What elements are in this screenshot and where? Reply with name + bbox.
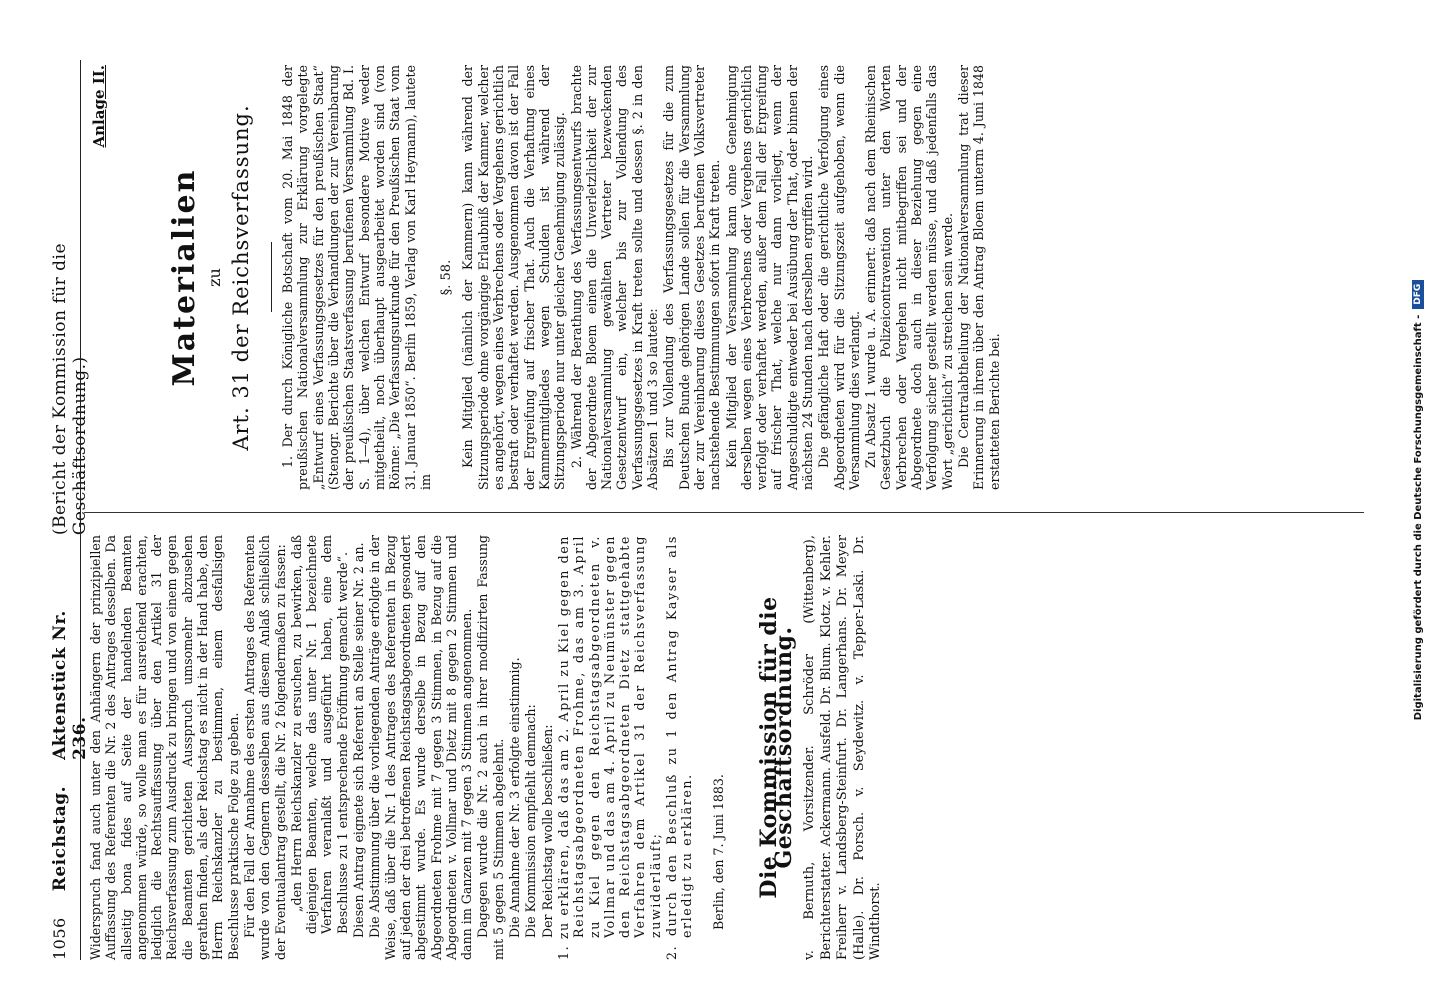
left-column — [88, 535, 886, 960]
paragraph: Dagegen wurde die Nr. 2 auch in ihrer modifizirten Fassung mit 5 gegen 5 Stimmen abgelehnt. — [475, 535, 506, 960]
paragraph: Diesen Antrag eignete sich Referent an Stelle seiner Nr. 2 an. — [351, 542, 367, 938]
paragraph: Die Annahme der Nr. 3 erfolgte einstimmig. — [507, 657, 523, 938]
document-topic: (Bericht der Kommission für die Geschäftsordnung.) — [50, 242, 90, 536]
paragraph: Für den Fall der Annahme des ersten Antrages des Referenten wurde von den Gegnern desselben aus diesem Anlaß schließlich der Eventualantrag gestellt, die Nr. 2 folgendermaßen zu fassen: — [241, 535, 288, 960]
paragraph: 1. Der durch Königliche Botschaft vom 20. Mai 1848 der preußischen Nationalversammlung zur Erklärung vorgelegte „Entwurf eines Verfassungsgesetzes für den preußischen Staat“ (Stenogr. Berichte über die Verhandlungen der zur Vereinbarung der preußischen Staatsverfassung berufenen Versammlung Bd. I. S. 1—4), über welchen Entwurf besondere Motive weder mitgetheilt, noch überhaupt ausgearbeitet worden sind (von Rönne: „Die Verfassungsurkunde für den Preußischen Staat vom 31. Januar 1850“. Berlin 1859, Verlag von Karl Heymann), lautete im — [280, 65, 433, 490]
paragraph: Der Reichstag wolle beschließen: — [539, 724, 555, 938]
column-divider — [84, 512, 1364, 513]
title-rule — [271, 243, 272, 313]
signature-date: Berlin, den 7. Juni 1883. — [710, 774, 726, 930]
paragraph: Bis zur Vollendung des Verfassungsgesetzes für die zum Deutschen Bunde gehörigen Lande sollen für die Versammlung der zur Vereinbarung dieses Gesetzes berufenen Volksvertreter nachstehende Bestimmungen sofort in Kraft treten. — [661, 65, 723, 490]
appendix-label: Anlage II. — [90, 65, 108, 148]
page-number: 1056 — [50, 917, 69, 960]
chamber-name: Reichstag. — [50, 785, 70, 892]
quoted-amendment: „den Herrn Reichskanzler zu ersuchen, zu bewirken, daß diejenigen Beamten, welche das unter Nr. 1 bezeichnete Verfahren veranlaßt und ausgeführt haben, eine dem Beschlusse zu 1 entsprechende Eröffnung gemacht werde“. — [288, 535, 350, 934]
materials-zu: zu — [204, 268, 224, 287]
document-reference: Aktenstück Nr. 236. — [50, 610, 90, 760]
materials-title: Materialien — [167, 168, 203, 387]
section-heading: §. 58. — [439, 259, 455, 296]
resolution-item: 1. zu erklären, daß das am 2. April zu Kiel gegen den Reichstagsabgeordneten Frohme, das am 3. April zu Kiel gegen den Reichstagsabgeordneten v. Vollmar und das am 4. April zu Neumünster gegen den Reichstagsabgeordneten Dietz stattgehabte Verfahren dem Artikel 31 der Reichsverfassung zuwiderläuft; — [555, 535, 663, 960]
resolution-item: 2. durch den Beschluß zu 1 den Antrag Kayser als erledigt zu erklären. — [663, 535, 695, 960]
paragraph: Widerspruch fand auch unter den Anhängern der prinzipiellen Auffassung des Referenten die Nr. 2 des Antrages desselben. Da allseitig bona fides auf Seite der handelnden Beamten angenommen würde, so wolle man es für ausreichend erachten, lediglich die Rechtsauffassung über den Artikel 31 der Reichsverfassung zum Ausdruck zu bringen und von einem gegen die Beamten gerichteten Ausspruch umsomehr abzusehen gerathen finden, als der Reichstag es nicht in der Hand habe, den Herrn Reichskanzler zu bestimmen, einem desfallsigen Beschlusse praktische Folge zu geben. — [88, 535, 241, 960]
paragraph: Die gefängliche Haft oder die gerichtliche Verfolgung eines Abgeordneten wird für die Sitzungszeit aufgehoben, wenn die Versammlung dies verlangt. — [816, 65, 862, 490]
page-header — [50, 60, 90, 960]
paragraph: Kein Mitglied der Versammlung kann ohne Genehmigung derselben wegen eines Verbrechens oder Vergehens gerichtlich verfolgt oder verhaftet werden, außer dem Fall der Ergreifung auf frischer That, welche nur dann vorliegt, wenn der Angeschuldigte entweder bei Ausübung der That, oder binnen der nächsten 24 Stunden nach derselben ergriffen wird. — [723, 65, 815, 490]
paragraph: Die Abstimmung über die vorliegenden Anträge erfolgte in der Weise, daß über die Nr. 1 des Antrages des Referenten in Bezug auf jeden der drei betroffenen Reichstagsabgeordneten gesondert abgestimmt wurde. Es wurde derselbe in Bezug auf den Abgeordneten Frohme mit 7 gegen 3 Stimmen, in Bezug auf die Abgeordneten v. Vollmar und Dietz mit 8 gegen 2 Stimmen und dann im Ganzen mit 7 gegen 3 Stimmen angenommen. — [367, 535, 475, 960]
commission-members: v. Bernuth, Vorsitzender. Schröder (Wittenberg), Berichterstatter. Ackermann. Ausfeld. Dr. Blum. Klotz. v. Kehler. Freiherr v. Landsberg-Steinfurt. Dr. Langerhans. Dr. Meyer (Halle). Dr. Porsch. v. Seydewitz. v. Tepper-Laski. Dr. Windthorst. — [802, 535, 884, 960]
paragraph: Kein Mitglied (nämlich der Kammern) kann während der Sitzungsperiode ohne vorgängige Erlaubniß der Kammer, welcher es angehört, wegen eines Verbrechens oder Vergehens gerichtlich bestraft oder verhaftet werden. Ausgenommen davon ist der Fall der Ergreifung auf frischer That. Auch die Verhaftung eines Kammermitgliedes wegen Schulden ist während der Sitzungsperiode nur unter gleicher Genehmigung zulässig. — [460, 65, 568, 490]
paragraph: Die Centralabtheilung der Nationalversammlung trat dieser Erinnerung in ihrem über den Antrag Bloem unterm 4. Juni 1848 erstatteten Berichte bei. — [955, 65, 1002, 490]
credit-text: Digitalisierung gefördert durch die Deutsche Forschungsgemeinschaft - — [1413, 314, 1424, 721]
paragraph: Die Kommission empfiehlt demnach: — [523, 704, 539, 938]
paragraph: 2. Während der Berathung des Verfassungsentwurfs brachte der Abgeordnete Bloem einen die Unverletzlichkeit der zur Nationalversammlung gewählten Vertreter bezweckenden Gesetzentwurf ein, welcher bis zur Vollendung des Verfassungsgesetzes in Kraft treten sollte und dessen §. 2 in den Absätzen 1 und 3 so lautete: — [568, 65, 661, 490]
right-column — [88, 65, 1003, 490]
paragraph: Zu Absatz 1 wurde u. A. erinnert: daß nach dem Rheinischen Gesetzbuch die Polizeicontravention unter den Worten Verbrechen oder Vergehen nicht mitbegriffen sei und der Abgeordnete doch auch in dieser Beziehung gegen eine Verfolgung sicher gestellt werden müsse, und daß jedenfalls das Wort „gerichtlich“ zu streichen sein werde. — [863, 65, 955, 490]
dfg-logo: DFG — [1412, 280, 1424, 309]
commission-title: Die Kommission für die Geschäftsordnung. — [755, 596, 798, 899]
article-title: Art. 31 der Reichsverfassung. — [228, 104, 253, 451]
header-rule — [80, 60, 81, 960]
digitization-credit — [1412, 0, 1424, 1000]
